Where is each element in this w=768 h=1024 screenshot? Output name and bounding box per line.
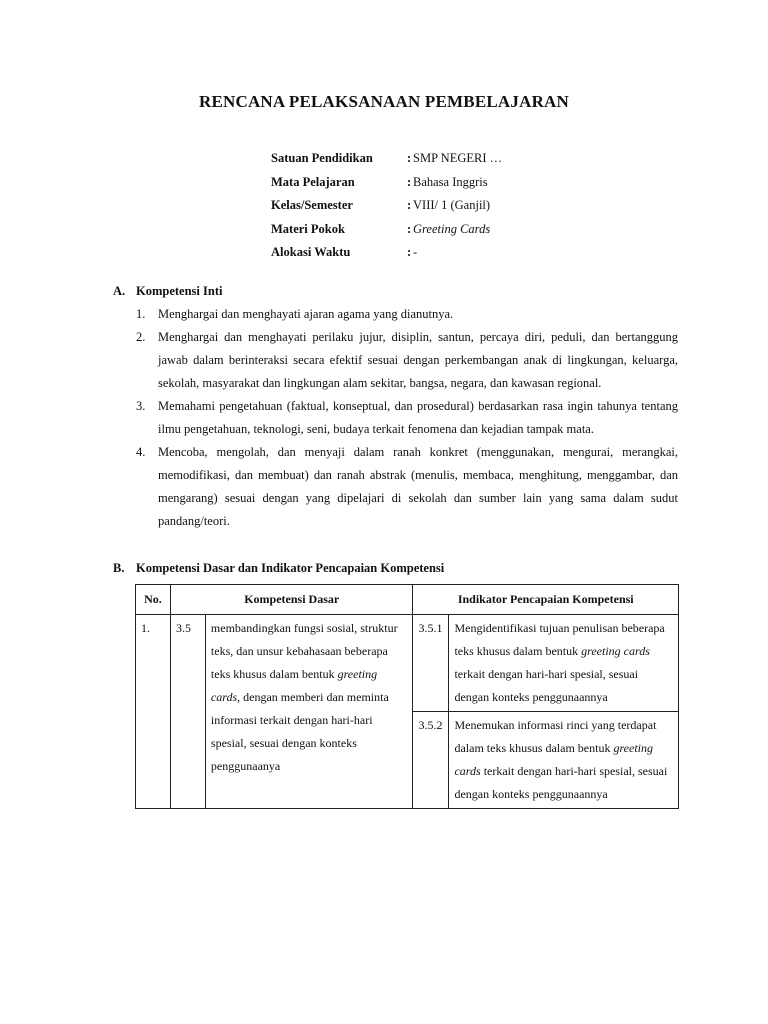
document-title: RENCANA PELAKSANAAN PEMBELAJARAN bbox=[198, 92, 570, 111]
info-label: Alokasi Waktu bbox=[271, 245, 351, 259]
info-value: VIII/ 1 (Ganjil) bbox=[413, 198, 491, 212]
cell-ipk-code: 3.5.2 bbox=[413, 712, 449, 809]
section-a-heading bbox=[113, 284, 222, 299]
section-title: Kompetensi Inti bbox=[136, 284, 223, 298]
info-row bbox=[271, 171, 502, 195]
ipk-text-part: Menemukan informasi rinci yang terdapat dalam teks khusus dalam bentuk bbox=[454, 718, 657, 755]
cell-no: 1. bbox=[136, 615, 171, 809]
ipk-text-italic: greeting cards bbox=[454, 741, 653, 778]
item-number: 2. bbox=[136, 330, 146, 344]
info-label: Satuan Pendidikan bbox=[271, 151, 373, 165]
section-letter: B. bbox=[113, 561, 125, 575]
list-item bbox=[136, 326, 678, 395]
info-value: - bbox=[413, 245, 418, 259]
section-letter: A. bbox=[113, 284, 126, 298]
info-value: SMP NEGERI … bbox=[413, 151, 503, 165]
ipk-text-italic: greeting cards bbox=[581, 644, 650, 658]
info-value: Bahasa Inggris bbox=[413, 174, 488, 189]
item-text: Menghargai dan menghayati perilaku jujur, disiplin, santun, percaya diri, peduli, dan bertanggung jawab dalam berinteraksi secara efektif sesuai dengan perkembangan anak di lingkungan, keluarga, sekolah, masyarakat dan lingkungan alam sekitar, bangsa, negara, dan kawasan regional. bbox=[158, 330, 678, 390]
info-row bbox=[271, 147, 502, 171]
ipk-text-part: terkait dengan hari-hari spesial, sesuai dengan konteks penggunaannya bbox=[454, 667, 639, 704]
kd-text-part: , dengan memberi dan meminta informasi terkait dengan hari-hari spesial, sesuai dengan konteks penggunaanya bbox=[210, 690, 389, 773]
cell-kd-code: 3.5 bbox=[170, 615, 205, 809]
info-label: Mata Pelajaran bbox=[271, 174, 355, 189]
info-label: Kelas/Semester bbox=[271, 198, 353, 212]
info-separator: : bbox=[407, 245, 412, 259]
ipk-text-part: terkait dengan hari-hari spesial, sesuai dengan konteks penggunaannya bbox=[454, 764, 668, 801]
kd-text-part: membandingkan fungsi sosial, struktur teks, dan unsur kebahasaan beberapa teks khusus dalam bentuk bbox=[210, 621, 398, 681]
item-number: 1. bbox=[136, 307, 146, 321]
kd-table bbox=[135, 584, 679, 809]
item-number: 4. bbox=[136, 445, 146, 459]
cell-ipk-text bbox=[449, 615, 679, 712]
cell-kd-text bbox=[205, 615, 413, 809]
info-block bbox=[271, 147, 502, 265]
item-text: Mencoba, mengolah, dan menyaji dalam ranah konkret (menggunakan, mengurai, merangkai, memodifikasi, dan membuat) dan ranah abstrak (menulis, membaca, menghitung, menggambar, dan mengarang) sesuai dengan yang dipelajari di sekolah dan sumber lain yang sama dalam sudut pandang/teori. bbox=[158, 445, 678, 528]
info-row bbox=[271, 241, 502, 265]
info-row bbox=[271, 194, 502, 218]
kompetensi-inti-list bbox=[136, 303, 678, 533]
item-number: 3. bbox=[136, 399, 146, 413]
table-header-row bbox=[136, 585, 679, 615]
info-label: Materi Pokok bbox=[271, 221, 345, 236]
list-item bbox=[136, 395, 678, 441]
section-b-heading bbox=[113, 561, 444, 576]
section-title: Kompetensi Dasar dan Indikator Pencapaian Kompetensi bbox=[136, 561, 445, 575]
ipk-text-part: Mengidentifikasi tujuan penulisan beberapa teks khusus dalam bentuk bbox=[454, 621, 665, 658]
info-separator: : bbox=[407, 221, 412, 236]
info-row bbox=[271, 218, 502, 242]
info-value: Greeting Cards bbox=[413, 221, 491, 236]
header-ipk: Indikator Pencapaian Kompetensi bbox=[413, 585, 679, 615]
item-text: Menghargai dan menghayati ajaran agama yang dianutnya. bbox=[158, 307, 454, 321]
table-row bbox=[136, 615, 679, 712]
kd-text-italic: greeting cards bbox=[210, 667, 378, 704]
info-separator: : bbox=[407, 198, 412, 212]
list-item bbox=[136, 441, 678, 533]
header-kd: Kompetensi Dasar bbox=[170, 585, 413, 615]
info-separator: : bbox=[407, 174, 412, 189]
info-separator: : bbox=[407, 151, 412, 165]
cell-ipk-text bbox=[449, 712, 679, 809]
list-item bbox=[136, 303, 678, 326]
cell-ipk-code: 3.5.1 bbox=[413, 615, 449, 712]
header-no: No. bbox=[136, 585, 171, 615]
item-text: Memahami pengetahuan (faktual, konseptual, dan prosedural) berdasarkan rasa ingin tahunya tentang ilmu pengetahuan, teknologi, seni, budaya terkait fenomena dan kejadian tampak mata. bbox=[158, 399, 678, 436]
